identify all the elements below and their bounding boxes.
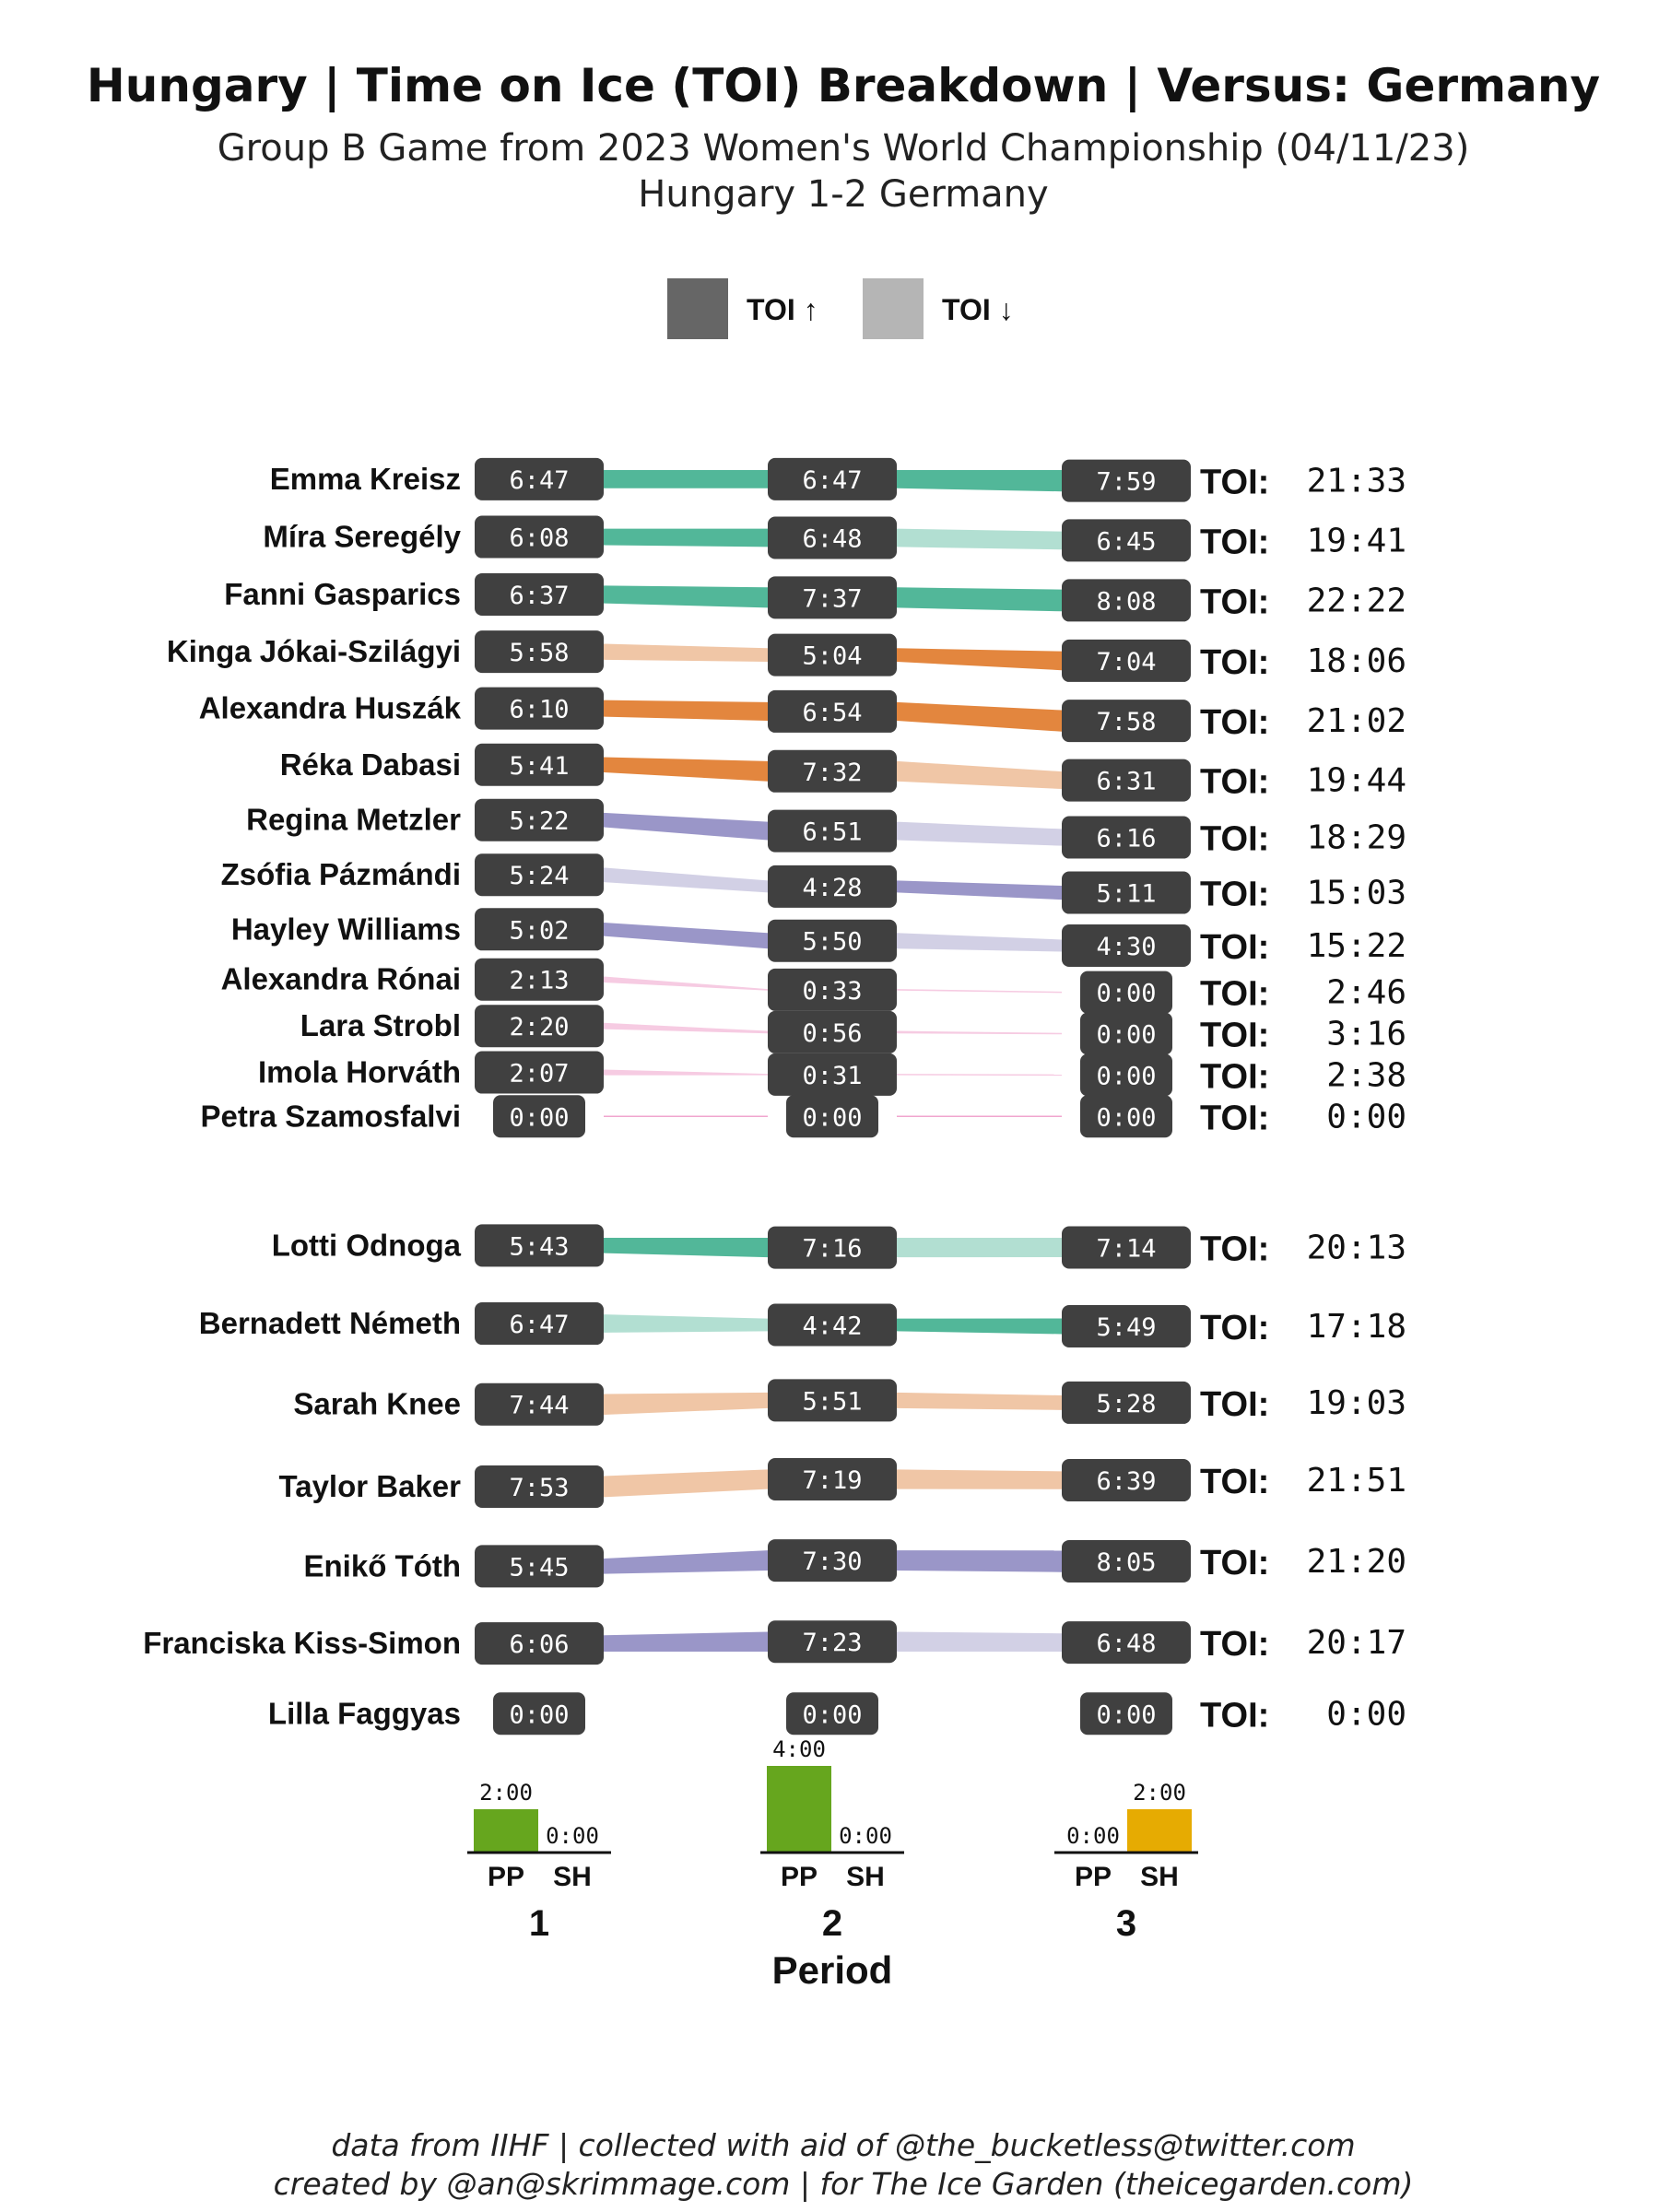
legend-label-down: TOI ↓ [942, 293, 1014, 326]
toi-label-fanni-gasparics-p2: 7:37 [802, 584, 863, 614]
toi-label-lotti-odnoga-p2: 7:16 [802, 1234, 863, 1264]
toi-label-mira-seregely-p1: 6:08 [509, 524, 570, 553]
total-toi-kinga-jokai-szilagyi: 18:06 [1306, 641, 1406, 680]
pp-bar-p2 [767, 1766, 831, 1853]
total-prefix-petra-szamosfalvi: TOI: [1200, 1099, 1270, 1138]
flow-band-lara-strobl-p2-p3 [897, 1031, 1062, 1035]
toi-label-eniko-toth-p1: 5:45 [509, 1553, 570, 1583]
player-name-reka-dabasi: Réka Dabasi [279, 747, 461, 782]
total-prefix-alexandra-ronai: TOI: [1200, 974, 1270, 1014]
flow-band-mira-seregely-p2-p3 [897, 529, 1062, 550]
pp-category-label-p2: PP [780, 1862, 818, 1892]
total-prefix-mira-seregely: TOI: [1200, 523, 1270, 562]
sh-value-p3: 2:00 [1133, 1780, 1186, 1806]
toi-label-emma-kreisz-p1: 6:47 [509, 465, 570, 495]
toi-label-hayley-williams-p1: 5:02 [509, 916, 570, 946]
total-toi-lara-strobl: 3:16 [1326, 1015, 1406, 1053]
player-name-imola-horvath: Imola Horváth [257, 1054, 461, 1089]
total-toi-regina-metzler: 18:29 [1306, 818, 1406, 857]
flow-band-alexandra-huszak-p1-p2 [604, 700, 768, 721]
toi-label-franciska-kiss-simon-p2: 7:23 [802, 1629, 863, 1658]
toi-label-eniko-toth-p2: 7:30 [802, 1547, 863, 1577]
toi-label-zsofia-pazmandi-p3: 5:11 [1096, 879, 1157, 909]
flow-band-lotti-odnoga-p1-p2 [604, 1238, 768, 1257]
toi-label-sarah-knee-p2: 5:51 [802, 1387, 863, 1417]
toi-label-petra-szamosfalvi-p3: 0:00 [1096, 1103, 1157, 1133]
footer-credit: created by @an@skrimmage.com | for The Ice Garden (theicegarden.com) [273, 2166, 1414, 2202]
flow-band-mira-seregely-p1-p2 [604, 529, 768, 547]
toi-label-franciska-kiss-simon-p3: 6:48 [1096, 1630, 1157, 1659]
special-teams-period-1 [467, 1780, 611, 1944]
flow-band-alexandra-huszak-p2-p3 [897, 702, 1062, 732]
toi-label-hayley-williams-p2: 5:50 [802, 927, 863, 957]
flow-band-bernadett-nemeth-p2-p3 [897, 1319, 1062, 1335]
toi-label-regina-metzler-p1: 5:22 [509, 806, 570, 836]
player-name-lara-strobl: Lara Strobl [300, 1008, 461, 1043]
toi-label-alexandra-ronai-p1: 2:13 [509, 966, 570, 995]
x-axis-label: Period [771, 1948, 893, 1992]
flow-band-lotti-odnoga-p2-p3 [897, 1238, 1062, 1257]
flow-band-eniko-toth-p2-p3 [897, 1550, 1062, 1572]
total-toi-fanni-gasparics: 22:22 [1306, 582, 1406, 620]
toi-label-fanni-gasparics-p1: 6:37 [509, 581, 570, 610]
player-name-zsofia-pazmandi: Zsófia Pázmándi [220, 857, 461, 892]
toi-label-mira-seregely-p2: 6:48 [802, 524, 863, 554]
toi-label-imola-horvath-p2: 0:31 [802, 1061, 863, 1090]
total-toi-emma-kreisz: 21:33 [1306, 462, 1406, 500]
period-label-2: 2 [821, 1903, 843, 1944]
toi-label-lilla-faggyas-p3: 0:00 [1096, 1700, 1157, 1730]
toi-label-petra-szamosfalvi-p2: 0:00 [802, 1103, 863, 1133]
player-name-emma-kreisz: Emma Kreisz [269, 461, 461, 496]
flow-band-eniko-toth-p1-p2 [604, 1550, 768, 1574]
flow-band-regina-metzler-p1-p2 [604, 813, 768, 841]
player-name-hayley-williams: Hayley Williams [230, 912, 461, 947]
flow-band-emma-kreisz-p1-p2 [604, 470, 768, 488]
flow-band-taylor-baker-p2-p3 [897, 1469, 1062, 1488]
total-toi-taylor-baker: 21:51 [1306, 1462, 1406, 1500]
toi-label-taylor-baker-p1: 7:53 [509, 1473, 570, 1502]
toi-label-alexandra-ronai-p3: 0:00 [1096, 979, 1157, 1008]
toi-label-lara-strobl-p1: 2:20 [509, 1013, 570, 1042]
toi-label-regina-metzler-p3: 6:16 [1096, 824, 1157, 853]
player-name-alexandra-ronai: Alexandra Rónai [220, 961, 461, 996]
toi-label-reka-dabasi-p3: 6:31 [1096, 767, 1157, 796]
flow-band-imola-horvath-p2-p3 [897, 1074, 1062, 1076]
player-name-mira-seregely: Míra Seregély [263, 519, 461, 554]
toi-label-zsofia-pazmandi-p1: 5:24 [509, 862, 570, 891]
flow-band-taylor-baker-p1-p2 [604, 1469, 768, 1497]
total-prefix-lilla-faggyas: TOI: [1200, 1696, 1270, 1735]
toi-label-alexandra-huszak-p1: 6:10 [509, 695, 570, 724]
special-teams-period-3 [1054, 1780, 1198, 1944]
toi-boxes [475, 458, 1191, 1735]
sh-bar-p3 [1127, 1809, 1192, 1853]
toi-label-sarah-knee-p1: 7:44 [509, 1391, 570, 1420]
total-prefix-kinga-jokai-szilagyi: TOI: [1200, 642, 1270, 682]
flow-band-lara-strobl-p1-p2 [604, 1023, 768, 1033]
total-prefix-franciska-kiss-simon: TOI: [1200, 1625, 1270, 1665]
toi-label-kinga-jokai-szilagyi-p3: 7:04 [1096, 647, 1157, 677]
pp-value-p1: 2:00 [479, 1780, 533, 1806]
total-toi-petra-szamosfalvi: 0:00 [1326, 1098, 1406, 1136]
toi-label-reka-dabasi-p2: 7:32 [802, 758, 863, 787]
sh-category-label-p1: SH [553, 1862, 592, 1892]
total-prefix-sarah-knee: TOI: [1200, 1384, 1270, 1424]
toi-label-alexandra-huszak-p3: 7:58 [1096, 708, 1157, 737]
toi-label-taylor-baker-p3: 6:39 [1096, 1467, 1157, 1497]
toi-label-lara-strobl-p2: 0:56 [802, 1018, 863, 1048]
toi-label-zsofia-pazmandi-p2: 4:28 [802, 873, 863, 902]
toi-label-hayley-williams-p3: 4:30 [1096, 933, 1157, 962]
flow-band-reka-dabasi-p2-p3 [897, 761, 1062, 789]
toi-label-eniko-toth-p3: 8:05 [1096, 1547, 1157, 1577]
toi-label-petra-szamosfalvi-p1: 0:00 [509, 1103, 570, 1133]
total-prefix-emma-kreisz: TOI: [1200, 463, 1270, 502]
flow-band-kinga-jokai-szilagyi-p2-p3 [897, 648, 1062, 670]
player-name-petra-szamosfalvi: Petra Szamosfalvi [200, 1099, 461, 1134]
flow-band-reka-dabasi-p1-p2 [604, 757, 768, 781]
footer-source: data from IIHF | collected with aid of @the_bucketless@twitter.com [331, 2127, 1356, 2163]
toi-label-emma-kreisz-p3: 7:59 [1096, 467, 1157, 497]
pp-value-p3: 0:00 [1066, 1823, 1120, 1849]
total-toi-zsofia-pazmandi: 15:03 [1306, 874, 1406, 912]
total-prefix-taylor-baker: TOI: [1200, 1463, 1270, 1502]
toi-label-mira-seregely-p3: 6:45 [1096, 527, 1157, 557]
flow-band-sarah-knee-p2-p3 [897, 1393, 1062, 1410]
legend-label-up: TOI ↑ [747, 293, 818, 326]
total-toi-bernadett-nemeth: 17:18 [1306, 1308, 1406, 1347]
toi-label-reka-dabasi-p1: 5:41 [509, 751, 570, 781]
total-toi-imola-horvath: 2:38 [1326, 1056, 1406, 1095]
toi-label-lara-strobl-p3: 0:00 [1096, 1020, 1157, 1050]
total-toi-sarah-knee: 19:03 [1306, 1383, 1406, 1422]
player-name-franciska-kiss-simon: Franciska Kiss-Simon [143, 1626, 461, 1661]
total-toi-alexandra-ronai: 2:46 [1326, 973, 1406, 1012]
sh-value-p2: 0:00 [839, 1823, 892, 1849]
flow-band-bernadett-nemeth-p1-p2 [604, 1314, 768, 1333]
flow-band-hayley-williams-p1-p2 [604, 923, 768, 948]
toi-label-emma-kreisz-p2: 6:47 [802, 465, 863, 495]
flow-band-zsofia-pazmandi-p2-p3 [897, 880, 1062, 900]
flow-band-emma-kreisz-p2-p3 [897, 470, 1062, 491]
flow-band-fanni-gasparics-p2-p3 [897, 587, 1062, 611]
total-toi-reka-dabasi: 19:44 [1306, 761, 1406, 800]
pp-category-label-p1: PP [487, 1862, 525, 1892]
toi-label-bernadett-nemeth-p1: 6:47 [509, 1311, 570, 1340]
flow-band-petra-szamosfalvi-p2-p3 [897, 1116, 1062, 1118]
special-teams-period-2 [760, 1736, 904, 1944]
player-name-regina-metzler: Regina Metzler [246, 802, 461, 837]
player-name-fanni-gasparics: Fanni Gasparics [224, 576, 461, 611]
total-prefix-eniko-toth: TOI: [1200, 1543, 1270, 1583]
toi-label-alexandra-huszak-p2: 6:54 [802, 698, 863, 727]
total-prefix-lara-strobl: TOI: [1200, 1016, 1270, 1055]
toi-label-bernadett-nemeth-p2: 4:42 [802, 1312, 863, 1341]
player-name-taylor-baker: Taylor Baker [278, 1468, 461, 1503]
toi-label-lilla-faggyas-p2: 0:00 [802, 1700, 863, 1730]
toi-label-sarah-knee-p3: 5:28 [1096, 1389, 1157, 1418]
toi-label-lotti-odnoga-p1: 5:43 [509, 1232, 570, 1262]
flow-band-franciska-kiss-simon-p2-p3 [897, 1632, 1062, 1653]
total-toi-franciska-kiss-simon: 20:17 [1306, 1624, 1406, 1663]
player-name-lotti-odnoga: Lotti Odnoga [271, 1228, 461, 1263]
chart-subtitle: Group B Game from 2023 Women's World Championship (04/11/23) [217, 127, 1470, 170]
sh-category-label-p3: SH [1140, 1862, 1179, 1892]
game-score: Hungary 1-2 Germany [638, 173, 1049, 216]
toi-label-lotti-odnoga-p3: 7:14 [1096, 1234, 1157, 1264]
flow-band-sarah-knee-p1-p2 [604, 1393, 768, 1415]
total-prefix-bernadett-nemeth: TOI: [1200, 1309, 1270, 1348]
total-prefix-alexandra-huszak: TOI: [1200, 703, 1270, 743]
flow-band-franciska-kiss-simon-p1-p2 [604, 1632, 768, 1652]
total-toi-alexandra-huszak: 21:02 [1306, 702, 1406, 741]
toi-label-lilla-faggyas-p1: 0:00 [509, 1700, 570, 1730]
total-toi-mira-seregely: 19:41 [1306, 522, 1406, 560]
total-toi-lilla-faggyas: 0:00 [1326, 1695, 1406, 1734]
total-prefix-hayley-williams: TOI: [1200, 928, 1270, 968]
toi-label-taylor-baker-p2: 7:19 [802, 1466, 863, 1496]
flow-band-alexandra-ronai-p2-p3 [897, 989, 1062, 993]
player-name-lilla-faggyas: Lilla Faggyas [267, 1696, 461, 1731]
toi-label-imola-horvath-p3: 0:00 [1096, 1062, 1157, 1091]
flow-band-petra-szamosfalvi-p1-p2 [604, 1116, 768, 1118]
toi-label-franciska-kiss-simon-p1: 6:06 [509, 1630, 570, 1660]
toi-label-regina-metzler-p2: 6:51 [802, 818, 863, 847]
total-prefix-fanni-gasparics: TOI: [1200, 582, 1270, 622]
flow-band-regina-metzler-p2-p3 [897, 822, 1062, 846]
total-toi-eniko-toth: 21:20 [1306, 1542, 1406, 1581]
flow-band-imola-horvath-p1-p2 [604, 1069, 768, 1075]
total-prefix-reka-dabasi: TOI: [1200, 762, 1270, 802]
player-name-bernadett-nemeth: Bernadett Németh [198, 1306, 461, 1341]
total-toi-lotti-odnoga: 20:13 [1306, 1229, 1406, 1267]
toi-label-kinga-jokai-szilagyi-p1: 5:58 [509, 639, 570, 668]
sh-category-label-p2: SH [846, 1862, 885, 1892]
pp-value-p2: 4:00 [772, 1736, 826, 1762]
toi-label-bernadett-nemeth-p3: 5:49 [1096, 1313, 1157, 1343]
period-label-3: 3 [1115, 1903, 1137, 1944]
toi-label-alexandra-ronai-p2: 0:33 [802, 976, 863, 1006]
toi-label-fanni-gasparics-p3: 8:08 [1096, 587, 1157, 617]
pp-category-label-p3: PP [1074, 1862, 1112, 1892]
toi-label-kinga-jokai-szilagyi-p2: 5:04 [802, 641, 863, 671]
pp-bar-p1 [474, 1809, 538, 1853]
player-name-sarah-knee: Sarah Knee [293, 1386, 461, 1421]
toi-label-imola-horvath-p1: 2:07 [509, 1059, 570, 1088]
flow-band-hayley-williams-p2-p3 [897, 933, 1062, 951]
player-name-alexandra-huszak: Alexandra Huszák [198, 690, 461, 725]
player-name-kinga-jokai-szilagyi: Kinga Jókai-Szilágyi [166, 634, 461, 669]
flow-band-fanni-gasparics-p1-p2 [604, 585, 768, 607]
chart-title: Hungary | Time on Ice (TOI) Breakdown | Versus: Germany [86, 59, 1601, 112]
sh-value-p1: 0:00 [546, 1823, 599, 1849]
flow-band-zsofia-pazmandi-p1-p2 [604, 867, 768, 892]
total-prefix-lotti-odnoga: TOI: [1200, 1230, 1270, 1269]
flow-band-kinga-jokai-szilagyi-p1-p2 [604, 643, 768, 662]
flow-band-alexandra-ronai-p1-p2 [604, 976, 768, 990]
total-toi-hayley-williams: 15:22 [1306, 927, 1406, 966]
period-label-1: 1 [528, 1903, 550, 1944]
total-prefix-regina-metzler: TOI: [1200, 819, 1270, 859]
total-prefix-zsofia-pazmandi: TOI: [1200, 875, 1270, 914]
player-name-eniko-toth: Enikő Tóth [303, 1548, 461, 1583]
total-prefix-imola-horvath: TOI: [1200, 1057, 1270, 1097]
